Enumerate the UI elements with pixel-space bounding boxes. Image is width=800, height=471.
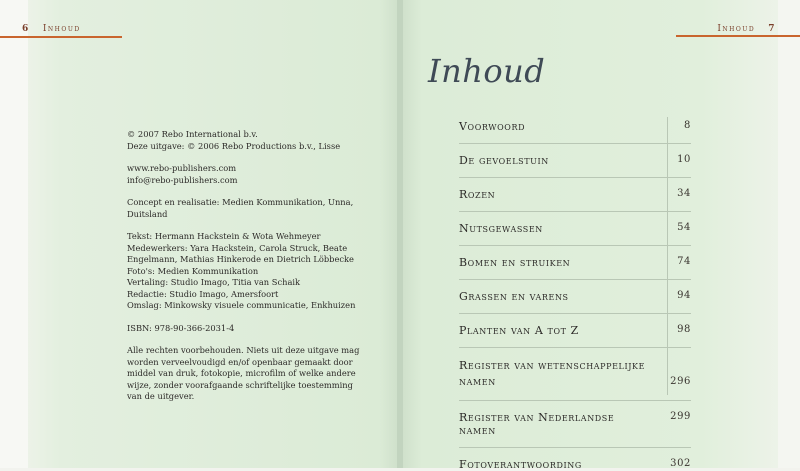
toc-item-fotoverantwoording[interactable] (459, 458, 691, 471)
toc-divider (459, 313, 691, 314)
editing-credit-line: Redactie: Studio Imago, Amersfoort (127, 288, 279, 299)
toc-item-register-nederlands[interactable] (459, 411, 691, 437)
concept-line-2: Duitsland (127, 208, 168, 219)
toc-item-label: Nutsgewassen (459, 222, 543, 235)
coworkers-line: Medewerkers: Yara Hackstein, Carola Struck, Beate (127, 242, 348, 253)
rights-line-1: Alle rechten voorbehouden. Niets uit deze uitgave mag (127, 345, 360, 355)
toc-item-planten[interactable] (459, 324, 691, 337)
toc-divider (459, 447, 691, 448)
rights-line-5: van de uitgever. (127, 391, 195, 401)
rights-line-2: worden verveelvoudigd en/of openbaar gemaakt door (127, 356, 353, 367)
toc-item-page: 34 (677, 188, 691, 199)
right-page-margin (778, 0, 800, 468)
toc-item-label: Register van wetenschappelijke namen (459, 359, 646, 388)
toc-item-page: 302 (670, 458, 691, 469)
text-credit-line: Tekst: Hermann Hackstein & Wota Wehmeyer (127, 231, 321, 241)
toc-item-page: 74 (677, 256, 691, 267)
cover-credit-line: Omslag: Minkowsky visuele communicatie, Enkhuizen (127, 300, 356, 310)
toc-item-label: Bomen en struiken (459, 256, 571, 269)
toc-item-label: Planten van A tot Z (459, 324, 579, 337)
left-page-number: 6 (22, 24, 30, 34)
isbn-line: ISBN: 978-90-366-2031-4 (127, 322, 235, 333)
toc-item-page: 299 (670, 411, 691, 422)
toc-item-label: De gevoelstuin (459, 154, 549, 167)
toc-item-label: Voorwoord (459, 120, 526, 133)
email-line: info@rebo-publishers.com (127, 174, 238, 185)
photos-credit-line: Foto's: Medien Kommunikation (127, 265, 259, 276)
toc-item-page: 296 (670, 376, 691, 387)
right-page-header (717, 24, 776, 34)
concept-line: Concept en realisatie: Medien Kommunikation, Unna, (127, 197, 354, 207)
left-header-title: Inhoud (42, 24, 81, 34)
toc-item-rozen[interactable] (459, 188, 691, 201)
right-header-title: Inhoud (717, 24, 756, 34)
toc-divider (459, 400, 691, 401)
book-gutter (397, 0, 403, 468)
toc-item-page: 10 (677, 154, 691, 165)
toc-item-label: Grassen en varens (459, 290, 569, 303)
left-header-rule (0, 36, 122, 38)
translation-credit-line: Vertaling: Studio Imago, Titia van Schaik (127, 277, 301, 287)
toc-item-label: Fotoverantwoording (459, 458, 582, 471)
toc-item-label: Register van Nederlandse namen (459, 411, 615, 437)
toc-item-register-wetenschappelijk[interactable] (459, 358, 691, 390)
toc-title: Inhoud (428, 52, 546, 90)
imprint-block (127, 129, 372, 414)
toc-item-page: 94 (677, 290, 691, 301)
toc-item-label: Rozen (459, 188, 496, 201)
rights-line-4: wijze, zonder voorafgaande schriftelijke toestemming (127, 379, 353, 390)
toc-item-voorwoord[interactable] (459, 120, 691, 133)
website-line: www.rebo-publishers.com (127, 163, 237, 173)
toc-divider (459, 347, 691, 348)
right-page-number: 7 (768, 24, 776, 34)
edition-line: Deze uitgave: © 2006 Rebo Productions b.v., Lisse (127, 140, 341, 151)
copyright-line: © 2007 Rebo International b.v. (127, 129, 258, 139)
rights-line-3: middel van druk, fotokopie, microfilm of welke andere (127, 368, 356, 378)
toc-item-gevoelstuin[interactable] (459, 154, 691, 167)
toc-divider (459, 177, 691, 178)
toc-item-page: 54 (677, 222, 691, 233)
table-of-contents (459, 120, 691, 471)
left-page-margin (0, 0, 28, 468)
coworkers-line-2: Engelmann, Mathias Hinkerode en Dietrich Löbbecke (127, 254, 354, 264)
toc-item-page: 98 (677, 324, 691, 335)
toc-item-bomen[interactable] (459, 256, 691, 269)
toc-divider (459, 143, 691, 144)
toc-item-page: 8 (684, 120, 691, 131)
left-page-header (22, 24, 81, 34)
right-header-rule (676, 35, 800, 37)
toc-divider (459, 211, 691, 212)
toc-item-grassen[interactable] (459, 290, 691, 303)
toc-divider (459, 245, 691, 246)
toc-divider (459, 279, 691, 280)
toc-item-nutsgewassen[interactable] (459, 222, 691, 235)
